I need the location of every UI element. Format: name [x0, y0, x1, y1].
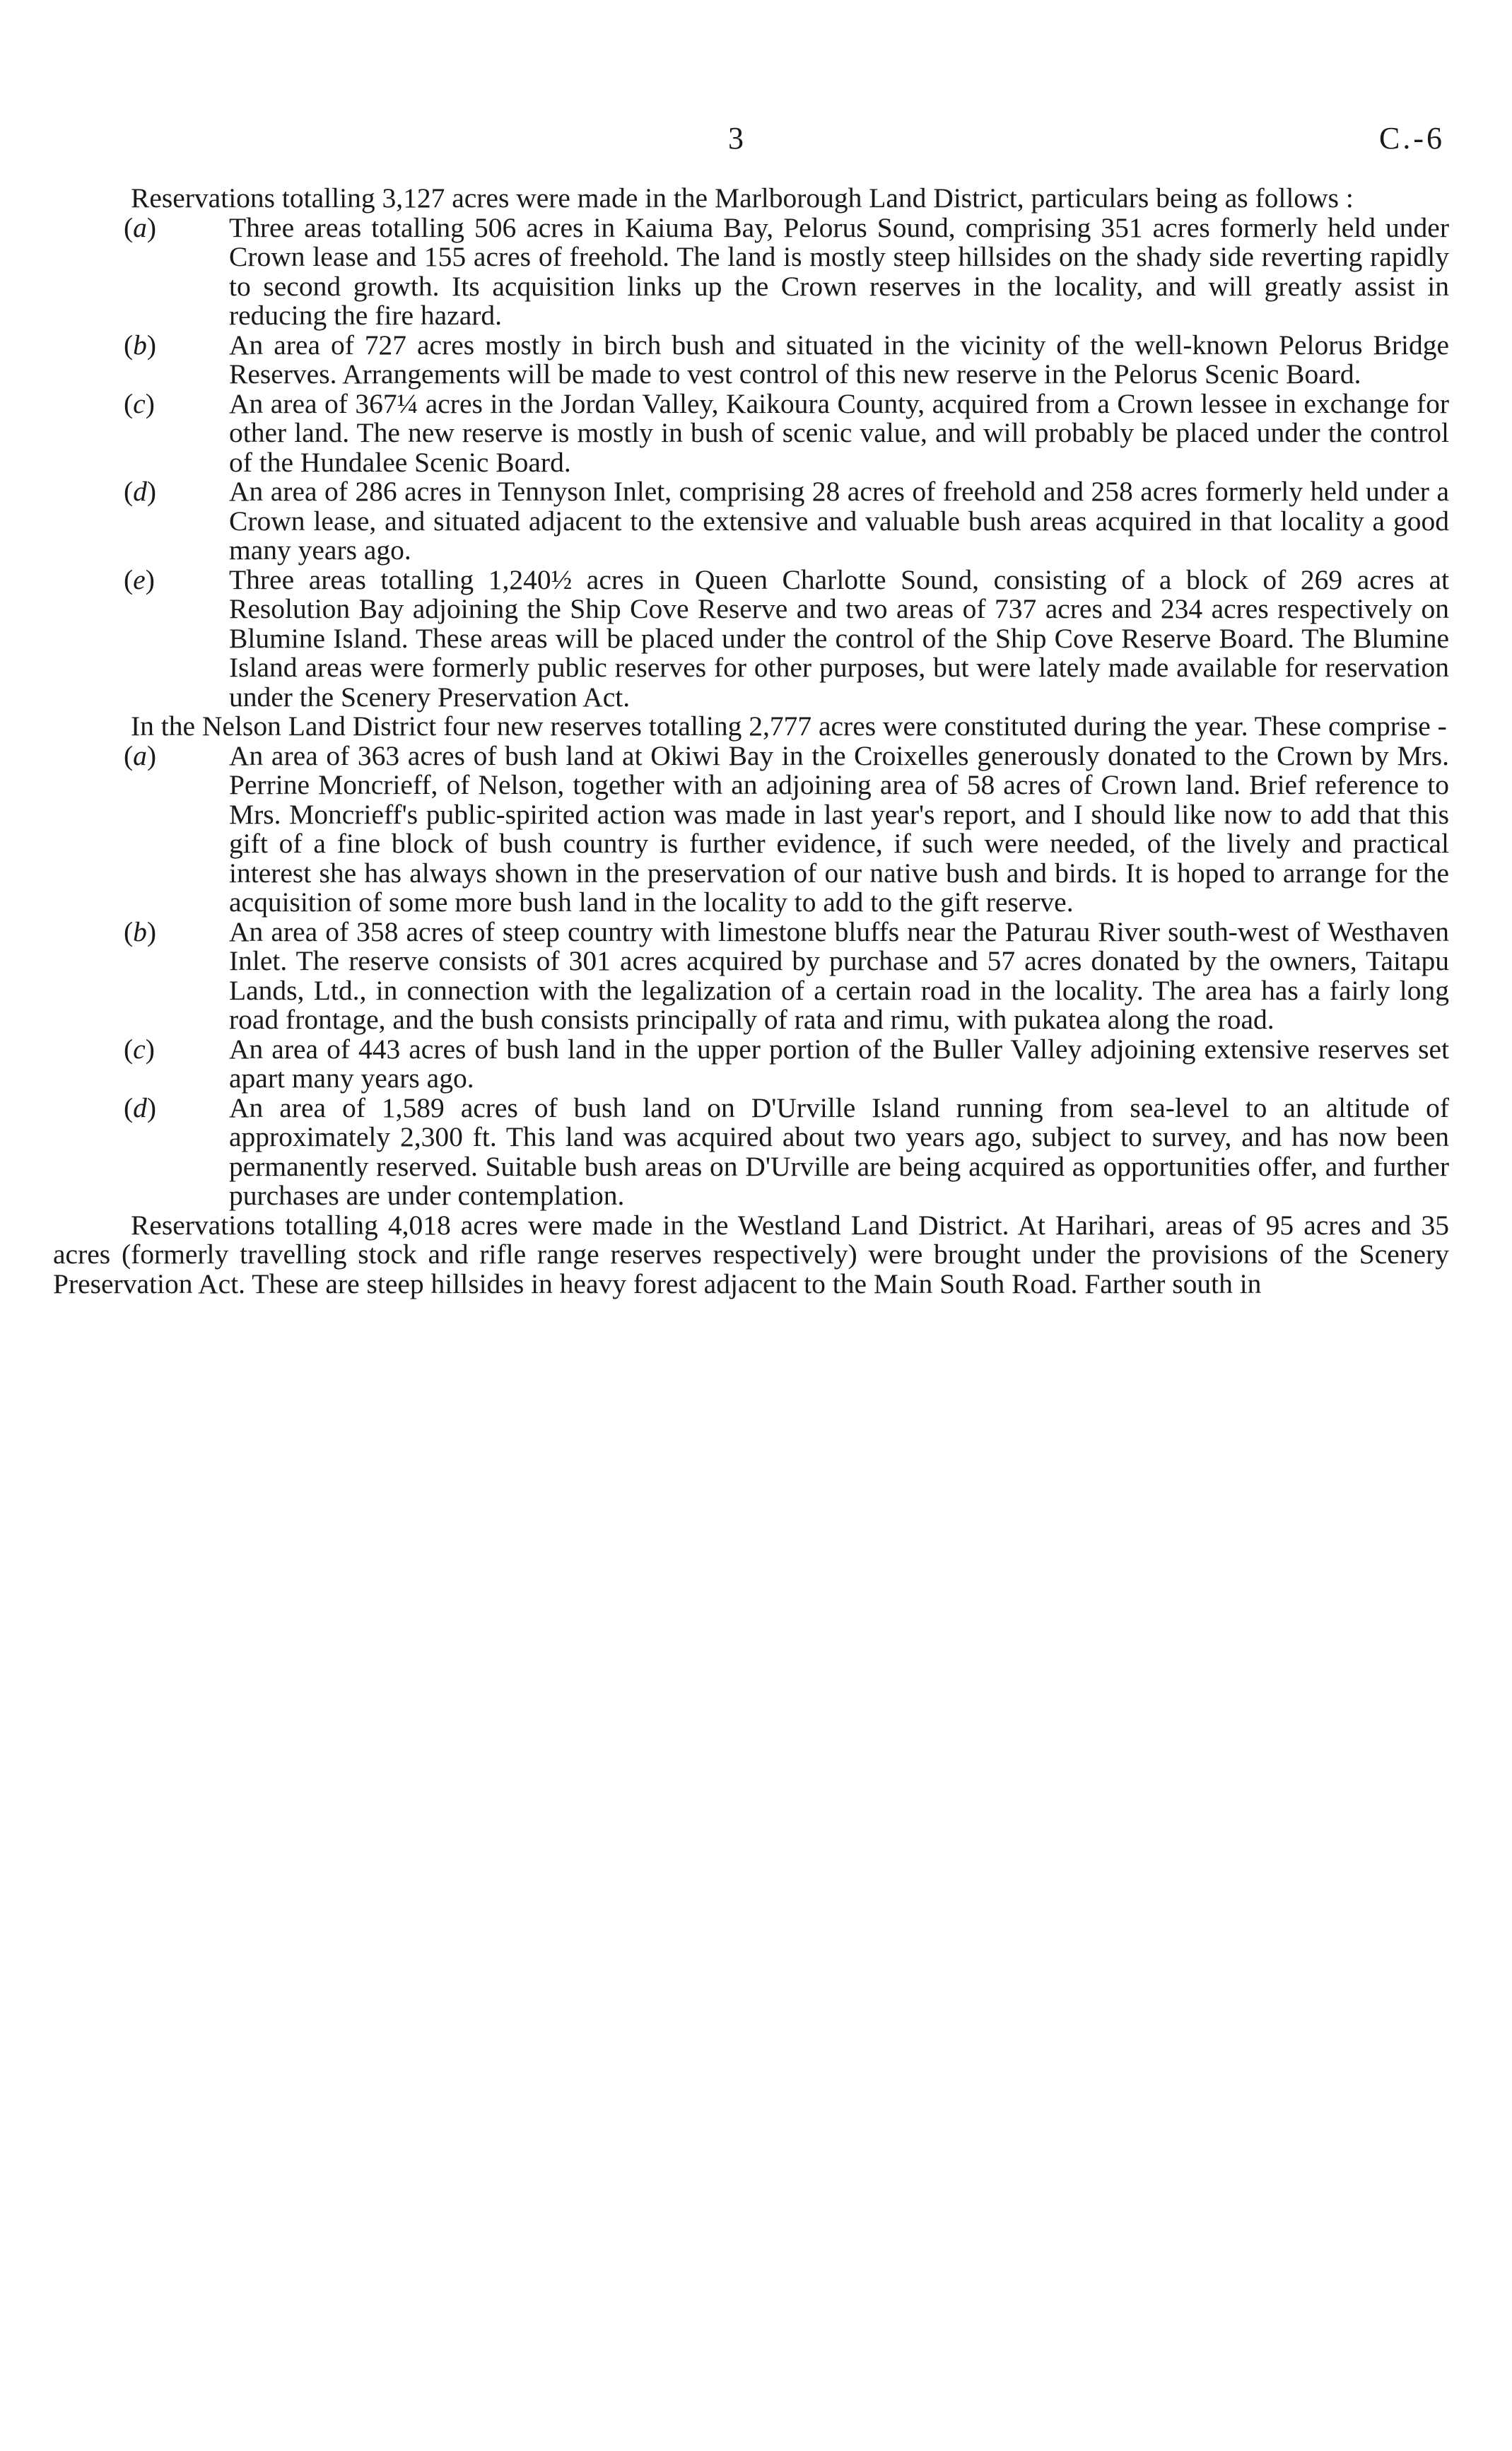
item-label: (e) [124, 563, 155, 595]
item-text: An area of 443 acres of bush land in the upper portion of the Buller Valley adjoining extensive reserves set apart many years ago. [229, 1033, 1449, 1094]
list-item [53, 387, 1449, 478]
item-label: (d) [124, 1092, 157, 1123]
page-reference: C.-6 [1379, 121, 1445, 156]
item-label: (d) [124, 476, 157, 507]
item-label: (a) [124, 739, 157, 771]
list-item [53, 1094, 1449, 1211]
paragraph-nelson: In the Nelson Land District four new reserves totalling 2,777 acres were constituted during the year. These comprise - [131, 710, 1447, 742]
item-text: An area of 727 acres mostly in birch bush and situated in the vicinity of the well-known Pelorus Bridge Reserves. Arrangements will be made to vest control of this new reserve in the Pelorus Scenic Board. [229, 329, 1449, 390]
item-label: (b) [124, 916, 157, 947]
item-text: Three areas totalling 506 acres in Kaiuma Bay, Pelorus Sound, comprising 351 acres formerly held under Crown lease and 155 acres of freehold. The land is mostly steep hillsides on the shady side reverting rapidly to second growth. Its acquisition links up the Crown reserves in the locality, and will greatly assist in reducing the fire hazard. [229, 211, 1449, 331]
paragraph-marlborough: Reservations totalling 3,127 acres were made in the Marlborough Land District, particulars being as follows : [131, 182, 1354, 213]
item-text: An area of 367¼ acres in the Jordan Valley, Kaikoura County, acquired from a Crown lessee in exchange for other land. The new reserve is mostly in bush of scenic value, and will probably be placed under the control of the Hundalee Scenic Board. [229, 387, 1449, 478]
body-text [53, 184, 1449, 1299]
item-label: (b) [124, 329, 157, 361]
item-text: An area of 358 acres of steep country with limestone bluffs near the Paturau River south-west of Westhaven Inlet. The reserve consists of 301 acres acquired by purchase and 57 acres donated by the owners, Taitapu Lands, Ltd., in connection with the legalization of a certain road in the locality. The area has a fairly long road frontage, and the bush consists principally of rata and rimu, with pukatea along the road. [229, 916, 1449, 1035]
list-item [53, 739, 1449, 918]
item-text: An area of 286 acres in Tennyson Inlet, comprising 28 acres of freehold and 258 acres formerly held under a Crown lease, and situated adjacent to the extensive and valuable bush areas acquired in that locality a good many years ago. [229, 476, 1449, 566]
item-label: (c) [124, 387, 155, 419]
list-item [53, 563, 1449, 713]
item-label: (c) [124, 1033, 155, 1065]
list-item [53, 918, 1449, 1035]
list-item [53, 477, 1449, 566]
list-item [53, 331, 1449, 390]
page-header [0, 120, 1512, 163]
list-item [53, 213, 1449, 331]
marlborough-list [53, 213, 1449, 713]
page-number: 3 [728, 121, 745, 156]
list-item [53, 1035, 1449, 1094]
item-text: An area of 1,589 acres of bush land on D'Urville Island running from sea-level to an altitude of approximately 2,300 ft. This land was acquired about two years ago, subject to survey, and has now been permanently reserved. Suitable bush areas on D'Urville are being acquired as opportunities offer, and further purchases are under contemplation. [229, 1092, 1449, 1211]
nelson-list [53, 739, 1449, 1211]
paragraph-westland: Reservations totalling 4,018 acres were made in the Westland Land District. At Harihari, areas of 95 acres and 35 acres (formerly travelling stock and rifle range reserves respectively) were brought under the provisions of the Scenery Preservation Act. These are steep hillsides in heavy forest adjacent to the Main South Road. Farther south in [53, 1209, 1449, 1299]
item-text: An area of 363 acres of bush land at Okiwi Bay in the Croixelles generously donated to the Crown by Mrs. Perrine Moncrieff, of Nelson, together with an adjoining area of 58 acres of Crown land. Brief reference to Mrs. Moncrieff's public-spirited action was made in last year's report, and I should like now to add that this gift of a fine block of bush country is further evidence, if such were needed, of the lively and practical interest she has always shown in the preservation of our native bush and birds. It is hoped to arrange for the acquisition of some more bush land in the locality to add to the gift reserve. [229, 739, 1449, 918]
item-text: Three areas totalling 1,240½ acres in Queen Charlotte Sound, consisting of a block of 269 acres at Resolution Bay adjoining the Ship Cove Reserve and two areas of 737 acres and 234 acres respectively on Blumine Island. These areas will be placed under the control of the Ship Cove Reserve Board. The Blumine Island areas were formerly public reserves for other purposes, but were lately made available for reservation under the Scenery Preservation Act. [229, 563, 1449, 713]
item-label: (a) [124, 211, 157, 243]
